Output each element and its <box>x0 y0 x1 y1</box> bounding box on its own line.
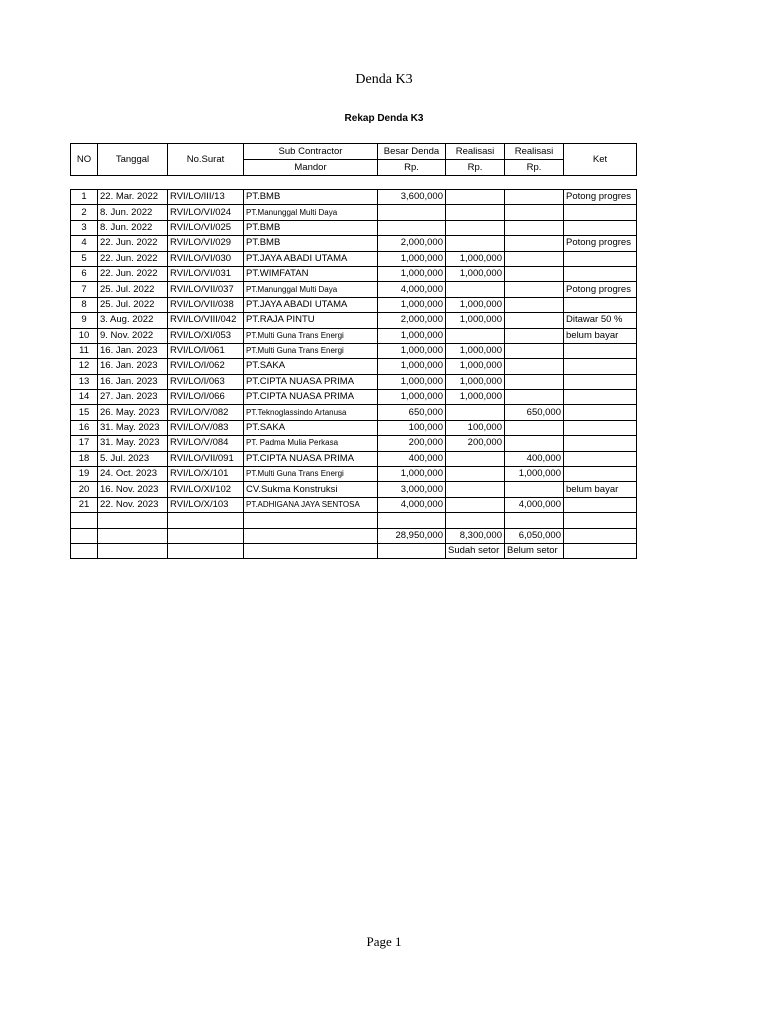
row-no-surat: RVI/LO/VII/091 <box>168 451 244 466</box>
row-realisasi-1 <box>446 482 505 497</box>
row-sub-contractor: PT.JAYA ABADI UTAMA <box>244 297 378 312</box>
row-realisasi-2 <box>505 390 564 405</box>
column-header-sub-contractor: Sub Contractor <box>244 144 378 160</box>
row-besar-denda: 1,000,000 <box>378 297 446 312</box>
row-sub-contractor: PT.Multi Guna Trans Energi <box>244 328 378 343</box>
row-tanggal: 5. Jul. 2023 <box>98 451 168 466</box>
row-no-surat: RVI/LO/VIII/042 <box>168 313 244 328</box>
row-realisasi-1 <box>446 405 505 420</box>
table-row <box>71 251 637 266</box>
row-sub-contractor: PT.ADHIGANA JAYA SENTOSA <box>244 497 378 512</box>
row-realisasi-1: 1,000,000 <box>446 266 505 281</box>
row-realisasi-1 <box>446 205 505 220</box>
column-header-realisasi-2: Realisasi <box>505 144 564 160</box>
row-realisasi-2 <box>505 313 564 328</box>
row-realisasi-2 <box>505 328 564 343</box>
row-realisasi-1: 1,000,000 <box>446 313 505 328</box>
column-header-realisasi-1: Realisasi <box>446 144 505 160</box>
row-ket: Potong progres <box>564 190 637 205</box>
row-number: 21 <box>71 497 98 512</box>
row-ket <box>564 436 637 451</box>
column-header-ket: Ket <box>564 144 637 176</box>
row-besar-denda: 200,000 <box>378 436 446 451</box>
row-realisasi-1: 1,000,000 <box>446 297 505 312</box>
total-realisasi-1: 8,300,000 <box>446 528 505 543</box>
row-ket <box>564 297 637 312</box>
row-number: 14 <box>71 390 98 405</box>
table-cell <box>71 543 98 558</box>
table-row-totals <box>71 528 637 543</box>
row-realisasi-2: 4,000,000 <box>505 497 564 512</box>
row-tanggal: 25. Jul. 2022 <box>98 297 168 312</box>
table-row <box>71 343 637 358</box>
column-header-rp-realisasi-2: Rp. <box>505 160 564 176</box>
row-realisasi-2 <box>505 282 564 297</box>
column-header-mandor: Mandor <box>244 160 378 176</box>
table-cell <box>71 513 98 528</box>
row-ket: belum bayar <box>564 482 637 497</box>
table-cell <box>244 543 378 558</box>
table-row-empty <box>71 513 637 528</box>
row-realisasi-1: 1,000,000 <box>446 374 505 389</box>
row-ket <box>564 405 637 420</box>
row-no-surat: RVI/LO/I/062 <box>168 359 244 374</box>
table-row <box>71 482 637 497</box>
row-besar-denda: 4,000,000 <box>378 282 446 297</box>
row-no-surat: RVI/LO/VII/037 <box>168 282 244 297</box>
row-no-surat: RVI/LO/X/103 <box>168 497 244 512</box>
row-besar-denda: 2,000,000 <box>378 236 446 251</box>
table-row <box>71 236 637 251</box>
row-tanggal: 8. Jun. 2022 <box>98 205 168 220</box>
row-number: 7 <box>71 282 98 297</box>
row-sub-contractor: PT.CIPTA NUASA PRIMA <box>244 390 378 405</box>
row-realisasi-2 <box>505 436 564 451</box>
row-no-surat: RVI/LO/VI/031 <box>168 266 244 281</box>
row-sub-contractor: PT.Teknoglassindo Artanusa <box>244 405 378 420</box>
table-row <box>71 313 637 328</box>
row-ket <box>564 390 637 405</box>
column-header-rp-realisasi-1: Rp. <box>446 160 505 176</box>
row-number: 12 <box>71 359 98 374</box>
row-sub-contractor: PT.BMB <box>244 220 378 235</box>
table-row <box>71 374 637 389</box>
row-realisasi-1 <box>446 451 505 466</box>
row-realisasi-2 <box>505 251 564 266</box>
row-realisasi-1 <box>446 328 505 343</box>
table-cell <box>168 528 244 543</box>
denda-table <box>70 189 637 559</box>
row-number: 18 <box>71 451 98 466</box>
row-ket <box>564 266 637 281</box>
row-ket <box>564 205 637 220</box>
row-number: 13 <box>71 374 98 389</box>
row-ket <box>564 497 637 512</box>
table-cell <box>98 513 168 528</box>
table-title: Rekap Denda K3 <box>344 113 424 124</box>
table-row <box>71 390 637 405</box>
row-besar-denda: 1,000,000 <box>378 467 446 482</box>
row-tanggal: 9. Nov. 2022 <box>98 328 168 343</box>
row-ket <box>564 467 637 482</box>
row-ket <box>564 220 637 235</box>
row-sub-contractor: PT.SAKA <box>244 359 378 374</box>
row-besar-denda: 1,000,000 <box>378 266 446 281</box>
row-ket <box>564 343 637 358</box>
row-realisasi-2 <box>505 220 564 235</box>
row-realisasi-2 <box>505 297 564 312</box>
row-tanggal: 22. Nov. 2023 <box>98 497 168 512</box>
row-no-surat: RVI/LO/I/061 <box>168 343 244 358</box>
header-table <box>70 143 637 176</box>
row-no-surat: RVI/LO/VII/038 <box>168 297 244 312</box>
row-ket: belum bayar <box>564 328 637 343</box>
row-realisasi-2: 650,000 <box>505 405 564 420</box>
row-ket: Potong progres <box>564 282 637 297</box>
row-realisasi-1 <box>446 236 505 251</box>
row-realisasi-1 <box>446 282 505 297</box>
row-realisasi-1: 200,000 <box>446 436 505 451</box>
row-sub-contractor: PT.SAKA <box>244 420 378 435</box>
table-body <box>71 190 637 513</box>
table-row <box>71 451 637 466</box>
row-realisasi-2 <box>505 359 564 374</box>
row-ket <box>564 359 637 374</box>
label-sudah-setor: Sudah setor <box>446 543 505 558</box>
row-besar-denda: 3,000,000 <box>378 482 446 497</box>
label-belum-setor: Belum setor <box>505 543 564 558</box>
row-tanggal: 16. Jan. 2023 <box>98 374 168 389</box>
table-row <box>71 420 637 435</box>
row-number: 11 <box>71 343 98 358</box>
row-ket <box>564 251 637 266</box>
page-header-title: Denda K3 <box>355 72 413 87</box>
row-besar-denda: 650,000 <box>378 405 446 420</box>
column-header-rp-denda: Rp. <box>378 160 446 176</box>
row-no-surat: RVI/LO/XI/102 <box>168 482 244 497</box>
table-cell <box>168 543 244 558</box>
row-tanggal: 22. Jun. 2022 <box>98 251 168 266</box>
table-row <box>71 328 637 343</box>
row-realisasi-2 <box>505 190 564 205</box>
row-besar-denda: 3,600,000 <box>378 190 446 205</box>
table-row <box>71 282 637 297</box>
row-besar-denda: 1,000,000 <box>378 374 446 389</box>
row-sub-contractor: PT.BMB <box>244 190 378 205</box>
row-tanggal: 16. Jan. 2023 <box>98 343 168 358</box>
row-realisasi-1 <box>446 497 505 512</box>
row-tanggal: 16. Nov. 2023 <box>98 482 168 497</box>
row-tanggal: 24. Oct. 2023 <box>98 467 168 482</box>
table-row <box>71 266 637 281</box>
row-number: 19 <box>71 467 98 482</box>
row-besar-denda: 1,000,000 <box>378 343 446 358</box>
row-no-surat: RVI/LO/I/066 <box>168 390 244 405</box>
row-ket: Ditawar 50 % <box>564 313 637 328</box>
row-tanggal: 22. Mar. 2022 <box>98 190 168 205</box>
row-besar-denda: 1,000,000 <box>378 328 446 343</box>
row-no-surat: RVI/LO/VI/029 <box>168 236 244 251</box>
row-number: 15 <box>71 405 98 420</box>
row-no-surat: RVI/LO/V/082 <box>168 405 244 420</box>
row-number: 5 <box>71 251 98 266</box>
row-sub-contractor: PT.CIPTA NUASA PRIMA <box>244 451 378 466</box>
table-footer <box>71 513 637 559</box>
row-number: 20 <box>71 482 98 497</box>
table-row <box>71 205 637 220</box>
row-no-surat: RVI/LO/V/084 <box>168 436 244 451</box>
row-no-surat: RVI/LO/VI/024 <box>168 205 244 220</box>
row-ket: Potong progres <box>564 236 637 251</box>
row-number: 17 <box>71 436 98 451</box>
column-header-besar-denda: Besar Denda <box>378 144 446 160</box>
row-ket <box>564 451 637 466</box>
row-sub-contractor: PT.JAYA ABADI UTAMA <box>244 251 378 266</box>
table-cell <box>244 528 378 543</box>
row-tanggal: 22. Jun. 2022 <box>98 236 168 251</box>
row-sub-contractor: PT.Multi Guna Trans Energi <box>244 343 378 358</box>
column-header-no-surat: No.Surat <box>168 144 244 176</box>
row-besar-denda: 100,000 <box>378 420 446 435</box>
row-sub-contractor: CV.Sukma Konstruksi <box>244 482 378 497</box>
table-cell <box>378 513 446 528</box>
row-number: 1 <box>71 190 98 205</box>
table-cell <box>378 543 446 558</box>
table-row <box>71 359 637 374</box>
row-besar-denda: 400,000 <box>378 451 446 466</box>
row-besar-denda: 1,000,000 <box>378 390 446 405</box>
table-cell <box>564 528 637 543</box>
row-besar-denda: 2,000,000 <box>378 313 446 328</box>
total-besar-denda: 28,950,000 <box>378 528 446 543</box>
row-sub-contractor: PT.WIMFATAN <box>244 266 378 281</box>
row-realisasi-1: 1,000,000 <box>446 359 505 374</box>
row-realisasi-1 <box>446 467 505 482</box>
row-number: 6 <box>71 266 98 281</box>
row-realisasi-2: 1,000,000 <box>505 467 564 482</box>
table-cell <box>98 543 168 558</box>
row-sub-contractor: PT.Manunggal Multi Daya <box>244 282 378 297</box>
row-sub-contractor: PT.CIPTA NUASA PRIMA <box>244 374 378 389</box>
table-cell <box>564 513 637 528</box>
table-cell <box>98 528 168 543</box>
table-row <box>71 220 637 235</box>
row-no-surat: RVI/LO/I/063 <box>168 374 244 389</box>
row-realisasi-1 <box>446 220 505 235</box>
row-realisasi-2 <box>505 266 564 281</box>
row-number: 10 <box>71 328 98 343</box>
row-realisasi-2 <box>505 420 564 435</box>
row-besar-denda: 1,000,000 <box>378 359 446 374</box>
row-number: 3 <box>71 220 98 235</box>
table-row-labels <box>71 543 637 558</box>
row-realisasi-1: 1,000,000 <box>446 251 505 266</box>
row-besar-denda <box>378 220 446 235</box>
row-realisasi-2 <box>505 343 564 358</box>
row-realisasi-2 <box>505 374 564 389</box>
row-realisasi-1: 1,000,000 <box>446 343 505 358</box>
page-footer: Page 1 <box>366 934 402 949</box>
table-row <box>71 497 637 512</box>
row-no-surat: RVI/LO/X/101 <box>168 467 244 482</box>
row-number: 16 <box>71 420 98 435</box>
column-header-no: NO <box>71 144 98 176</box>
total-realisasi-2: 6,050,000 <box>505 528 564 543</box>
row-sub-contractor: PT.BMB <box>244 236 378 251</box>
row-realisasi-2: 400,000 <box>505 451 564 466</box>
row-tanggal: 27. Jan. 2023 <box>98 390 168 405</box>
table-cell <box>244 513 378 528</box>
row-besar-denda: 4,000,000 <box>378 497 446 512</box>
row-tanggal: 25. Jul. 2022 <box>98 282 168 297</box>
column-header-tanggal: Tanggal <box>98 144 168 176</box>
row-tanggal: 16. Jan. 2023 <box>98 359 168 374</box>
table-cell <box>505 513 564 528</box>
row-realisasi-1: 100,000 <box>446 420 505 435</box>
row-tanggal: 31. May. 2023 <box>98 420 168 435</box>
row-ket <box>564 420 637 435</box>
row-number: 8 <box>71 297 98 312</box>
row-no-surat: RVI/LO/V/083 <box>168 420 244 435</box>
row-sub-contractor: PT.RAJA PINTU <box>244 313 378 328</box>
table-row <box>71 190 637 205</box>
table-cell <box>564 543 637 558</box>
row-tanggal: 3. Aug. 2022 <box>98 313 168 328</box>
row-no-surat: RVI/LO/VI/025 <box>168 220 244 235</box>
row-realisasi-1: 1,000,000 <box>446 390 505 405</box>
table-cell <box>446 513 505 528</box>
row-realisasi-1 <box>446 190 505 205</box>
row-ket <box>564 374 637 389</box>
row-sub-contractor: PT. Padma Mulia Perkasa <box>244 436 378 451</box>
row-tanggal: 8. Jun. 2022 <box>98 220 168 235</box>
table-cell <box>168 513 244 528</box>
row-no-surat: RVI/LO/XI/053 <box>168 328 244 343</box>
table-row <box>71 297 637 312</box>
row-number: 4 <box>71 236 98 251</box>
row-tanggal: 22. Jun. 2022 <box>98 266 168 281</box>
row-number: 2 <box>71 205 98 220</box>
row-number: 9 <box>71 313 98 328</box>
row-realisasi-2 <box>505 482 564 497</box>
row-tanggal: 26. May. 2023 <box>98 405 168 420</box>
row-realisasi-2 <box>505 205 564 220</box>
table-row <box>71 405 637 420</box>
row-tanggal: 31. May. 2023 <box>98 436 168 451</box>
row-sub-contractor: PT.Multi Guna Trans Energi <box>244 467 378 482</box>
row-no-surat: RVI/LO/III/13 <box>168 190 244 205</box>
row-no-surat: RVI/LO/VI/030 <box>168 251 244 266</box>
row-besar-denda <box>378 205 446 220</box>
table-cell <box>71 528 98 543</box>
row-realisasi-2 <box>505 236 564 251</box>
row-besar-denda: 1,000,000 <box>378 251 446 266</box>
row-sub-contractor: PT.Manunggal Multi Daya <box>244 205 378 220</box>
table-row <box>71 467 637 482</box>
table-row <box>71 436 637 451</box>
